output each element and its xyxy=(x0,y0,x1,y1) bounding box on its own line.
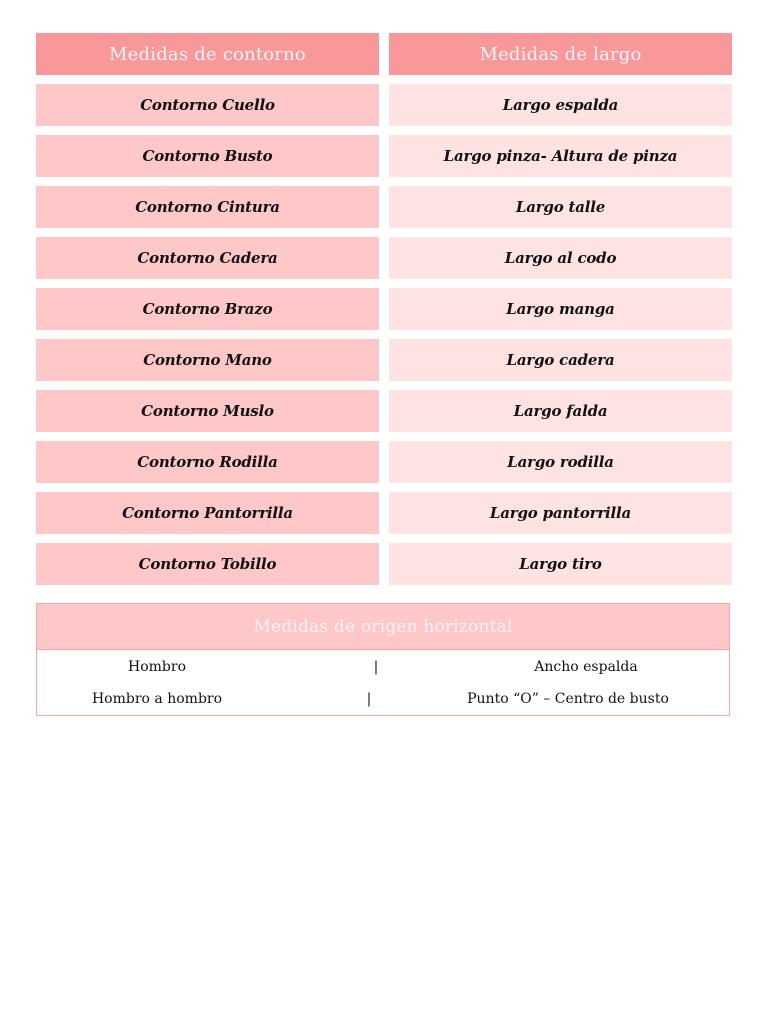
length-cell: Largo tiro xyxy=(389,543,732,585)
origin-right-label: Ancho espalda xyxy=(534,659,638,675)
table-header-row xyxy=(36,33,732,75)
length-cell: Largo espalda xyxy=(389,84,732,126)
table-row xyxy=(36,186,732,228)
contour-cell: Contorno Cuello xyxy=(36,84,379,126)
contour-cell: Contorno Tobillo xyxy=(36,543,379,585)
origin-left-label: Hombro a hombro xyxy=(91,691,223,707)
length-cell: Largo falda xyxy=(389,390,732,432)
table-row xyxy=(36,288,732,330)
horizontal-origin-box xyxy=(36,603,730,716)
contour-cell: Contorno Cadera xyxy=(36,237,379,279)
length-cell: Largo pantorrilla xyxy=(389,492,732,534)
table-row xyxy=(36,441,732,483)
origin-separator: | xyxy=(373,659,379,675)
origin-row xyxy=(37,683,729,715)
length-measurements-header: Medidas de largo xyxy=(389,33,732,75)
measurements-table xyxy=(36,33,732,594)
contour-cell: Contorno Pantorrilla xyxy=(36,492,379,534)
table-row xyxy=(36,339,732,381)
table-row xyxy=(36,237,732,279)
length-cell: Largo talle xyxy=(389,186,732,228)
origin-separator: | xyxy=(366,691,372,707)
origin-row xyxy=(37,651,729,683)
horizontal-origin-title: Medidas de origen horizontal xyxy=(37,604,729,650)
table-row xyxy=(36,492,732,534)
contour-cell: Contorno Cintura xyxy=(36,186,379,228)
length-cell: Largo rodilla xyxy=(389,441,732,483)
table-row xyxy=(36,135,732,177)
contour-cell: Contorno Brazo xyxy=(36,288,379,330)
table-row xyxy=(36,543,732,585)
length-cell: Largo cadera xyxy=(389,339,732,381)
table-row xyxy=(36,390,732,432)
length-cell: Largo pinza- Altura de pinza xyxy=(389,135,732,177)
table-row xyxy=(36,84,732,126)
contour-cell: Contorno Mano xyxy=(36,339,379,381)
contour-measurements-header: Medidas de contorno xyxy=(36,33,379,75)
contour-cell: Contorno Muslo xyxy=(36,390,379,432)
contour-cell: Contorno Busto xyxy=(36,135,379,177)
origin-left-label: Hombro xyxy=(128,659,186,675)
length-cell: Largo al codo xyxy=(389,237,732,279)
origin-right-label: Punto “O” – Centro de busto xyxy=(467,691,669,707)
contour-cell: Contorno Rodilla xyxy=(36,441,379,483)
length-cell: Largo manga xyxy=(389,288,732,330)
